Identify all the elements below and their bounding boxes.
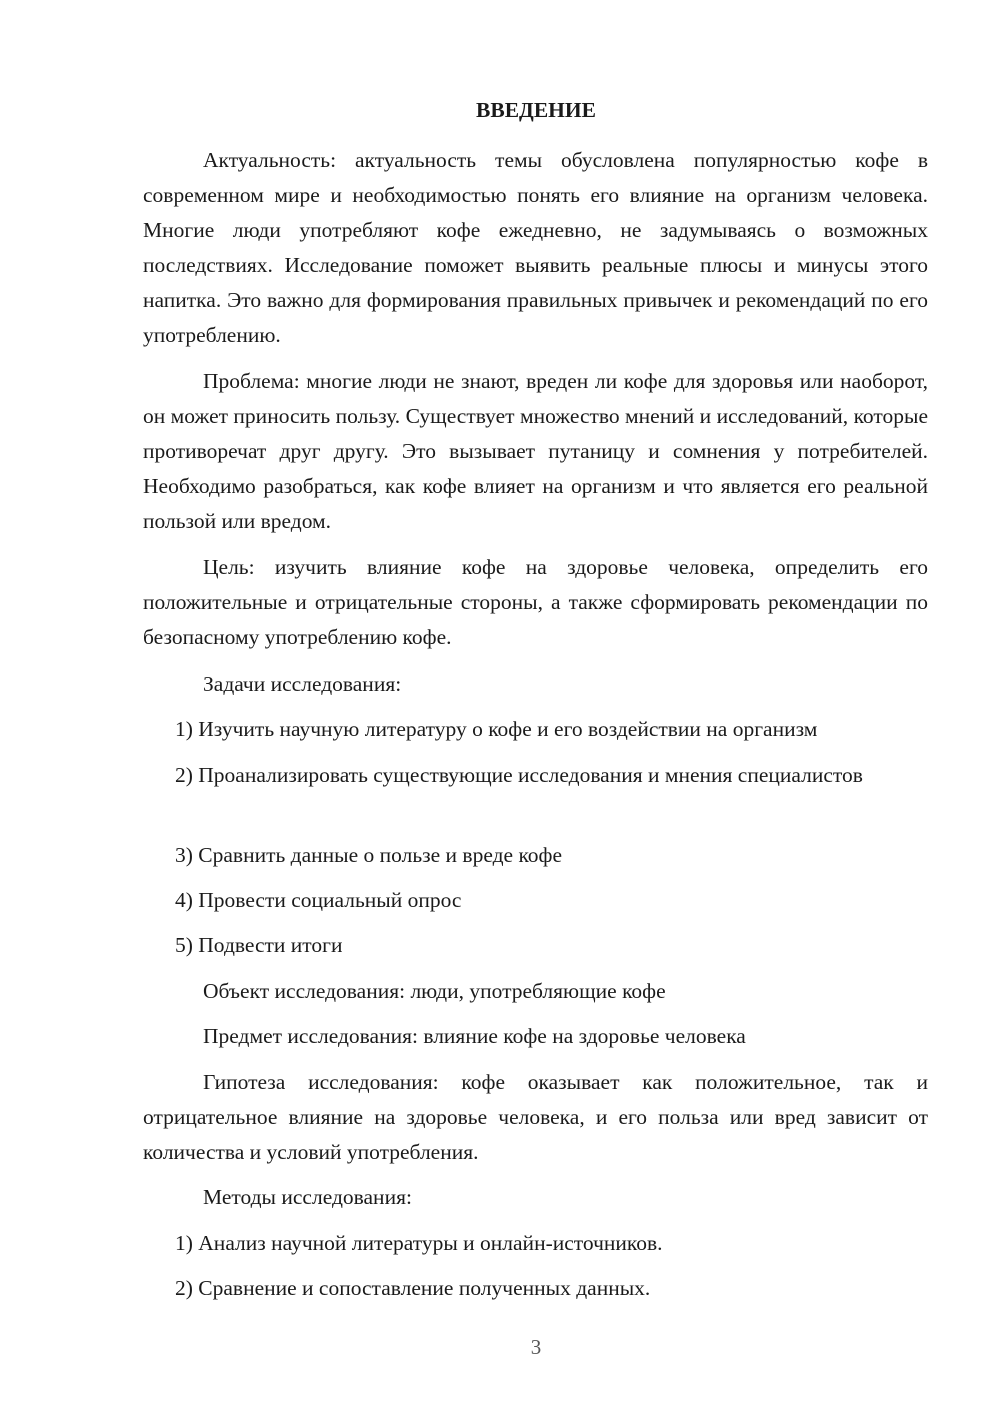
object-paragraph: Объект исследования: люди, употребляющие кофе [203, 979, 666, 1003]
task-item-1: 1) Изучить научную литературу о кофе и его воздействии на организм [175, 717, 818, 741]
method-item-2: 2) Сравнение и сопоставление полученных данных. [175, 1276, 651, 1300]
page-number: 3 [530, 1335, 542, 1359]
task-item-3: 3) Сравнить данные о пользе и вреде кофе [175, 843, 563, 867]
problem-paragraph: Проблема: многие люди не знают, вреден ли кофе для здоровья или наоборот, он может приносить пользу. Существует множество мнений и исследований, которые противоречат друг другу. Это вызывает путаницу и сомнения у потребителей. Необходимо разобраться, как кофе влияет на организм и что является его реальной пользой или вредом. [143, 369, 928, 533]
task-item-2: 2) Проанализировать существующие исследования и мнения специалистов [175, 763, 863, 787]
goal-paragraph: Цель: изучить влияние кофе на здоровье человека, определить его положительные и отрицательные стороны, а также сформировать рекомендации по безопасному употреблению кофе. [143, 555, 928, 649]
methods-heading: Методы исследования: [203, 1185, 412, 1209]
hypothesis-paragraph: Гипотеза исследования: кофе оказывает как положительное, так и отрицательное влияние на здоровье человека, и его польза или вред зависит от количества и условий употребления. [143, 1070, 928, 1164]
task-item-5: 5) Подвести итоги [175, 933, 343, 957]
relevance-paragraph: Актуальность: актуальность темы обусловлена популярностью кофе в современном мире и необходимостью понять его влияние на организм человека. Многие люди употребляют кофе ежедневно, не задумываясь о возможных последствиях. Исследование поможет выявить реальные плюсы и минусы этого напитка. Это важно для формирования правильных привычек и рекомендаций по его употреблению. [143, 148, 928, 347]
tasks-heading: Задачи исследования: [203, 672, 402, 696]
page-title: ВВЕДЕНИЕ [476, 98, 596, 122]
task-item-4: 4) Провести социальный опрос [175, 888, 462, 912]
method-item-1: 1) Анализ научной литературы и онлайн-источников. [175, 1231, 663, 1255]
subject-paragraph: Предмет исследования: влияние кофе на здоровье человека [203, 1024, 746, 1048]
